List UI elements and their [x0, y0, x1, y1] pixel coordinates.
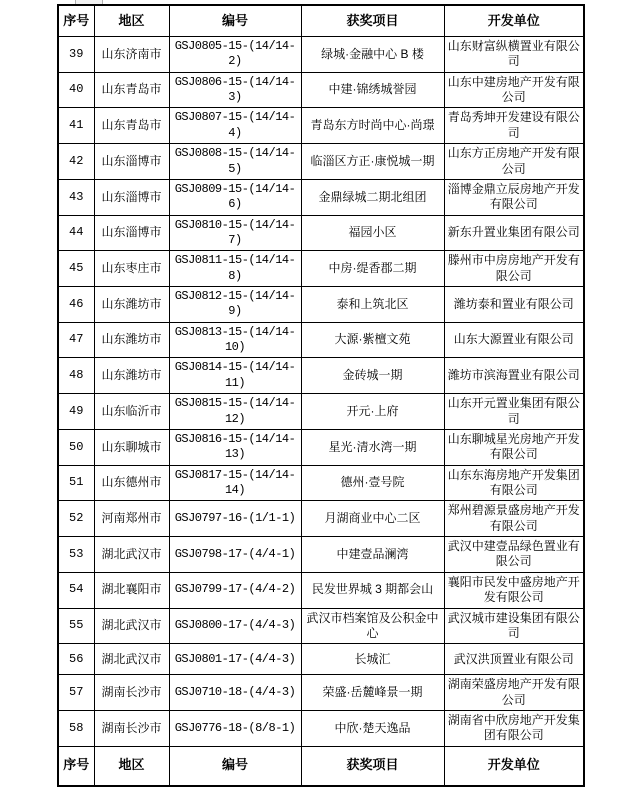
table-row — [58, 644, 584, 675]
cell-serial-number: 58 — [58, 710, 94, 746]
cell-serial-number: 55 — [58, 608, 94, 644]
cell-developer: 武汉洪顶置业有限公司 — [444, 644, 584, 675]
column-header-code: 编号 — [169, 5, 301, 37]
table-row — [58, 144, 584, 180]
cell-serial-number: 50 — [58, 429, 94, 465]
cell-award-project: 德州·壹号院 — [301, 465, 444, 501]
cell-region: 湖北武汉市 — [94, 608, 169, 644]
cell-region: 湖南长沙市 — [94, 710, 169, 746]
column-header-serial-number: 序号 — [58, 5, 94, 37]
cell-developer: 潍坊泰和置业有限公司 — [444, 287, 584, 323]
cell-code: GSJ0808-15-(14/14-5) — [169, 144, 301, 180]
column-header-region: 地区 — [94, 5, 169, 37]
table-row — [58, 465, 584, 501]
cell-serial-number: 54 — [58, 572, 94, 608]
table-row — [58, 72, 584, 108]
cell-developer: 山东东海房地产开发集团有限公司 — [444, 465, 584, 501]
cell-award-project: 荣盛·岳麓峰景一期 — [301, 675, 444, 711]
cell-code: GSJ0810-15-(14/14-7) — [169, 215, 301, 251]
cell-code: GSJ0812-15-(14/14-9) — [169, 287, 301, 323]
cell-award-project: 中建·锦绣城誉园 — [301, 72, 444, 108]
cell-code: GSJ0807-15-(14/14-4) — [169, 108, 301, 144]
footer-column-award-project: 获奖项目 — [301, 746, 444, 786]
cell-serial-number: 46 — [58, 287, 94, 323]
cell-region: 湖北襄阳市 — [94, 572, 169, 608]
table-footer — [58, 746, 584, 786]
cell-developer: 山东财富纵横置业有限公司 — [444, 37, 584, 73]
cell-developer: 山东中建房地产开发有限公司 — [444, 72, 584, 108]
table-row — [58, 287, 584, 323]
cell-code: GSJ0817-15-(14/14-14) — [169, 465, 301, 501]
cell-serial-number: 42 — [58, 144, 94, 180]
header-row — [58, 5, 584, 37]
cell-region: 山东聊城市 — [94, 429, 169, 465]
cell-code: GSJ0813-15-(14/14-10) — [169, 322, 301, 358]
table-row — [58, 179, 584, 215]
cell-region: 湖南长沙市 — [94, 675, 169, 711]
cell-serial-number: 47 — [58, 322, 94, 358]
cell-region: 山东德州市 — [94, 465, 169, 501]
table-row — [58, 394, 584, 430]
cell-award-project: 大源·紫檀文苑 — [301, 322, 444, 358]
cell-developer: 潍坊市滨海置业有限公司 — [444, 358, 584, 394]
footer-column-serial-number: 序号 — [58, 746, 94, 786]
table-header — [58, 5, 584, 37]
cell-developer: 新东升置业集团有限公司 — [444, 215, 584, 251]
footer-column-developer: 开发单位 — [444, 746, 584, 786]
cell-code: GSJ0776-18-(8/8-1) — [169, 710, 301, 746]
cell-developer: 湖南省中欣房地产开发集团有限公司 — [444, 710, 584, 746]
cell-developer: 湖南荣盛房地产开发有限公司 — [444, 675, 584, 711]
table-body — [58, 37, 584, 747]
cell-developer: 青岛秀坤开发建设有限公司 — [444, 108, 584, 144]
cell-serial-number: 48 — [58, 358, 94, 394]
cell-code: GSJ0805-15-(14/14-2) — [169, 37, 301, 73]
table-row — [58, 322, 584, 358]
cell-region: 河南郑州市 — [94, 501, 169, 537]
cell-award-project: 泰和上筑北区 — [301, 287, 444, 323]
cell-serial-number: 53 — [58, 537, 94, 573]
cell-region: 山东临沂市 — [94, 394, 169, 430]
cell-region: 山东淄博市 — [94, 179, 169, 215]
table-row — [58, 429, 584, 465]
cell-code: GSJ0815-15-(14/14-12) — [169, 394, 301, 430]
cell-developer: 武汉城市建设集团有限公司 — [444, 608, 584, 644]
cell-serial-number: 57 — [58, 675, 94, 711]
table-row — [58, 501, 584, 537]
table-row — [58, 572, 584, 608]
cell-serial-number: 41 — [58, 108, 94, 144]
cell-region: 山东淄博市 — [94, 144, 169, 180]
cell-region: 山东枣庄市 — [94, 251, 169, 287]
cell-award-project: 青岛东方时尚中心·尚璟 — [301, 108, 444, 144]
cell-developer: 郑州碧源景盛房地产开发有限公司 — [444, 501, 584, 537]
cell-developer: 襄阳市民发中盛房地产开发有限公司 — [444, 572, 584, 608]
cell-region: 山东潍坊市 — [94, 358, 169, 394]
table-row — [58, 358, 584, 394]
cell-serial-number: 43 — [58, 179, 94, 215]
footer-column-code: 编号 — [169, 746, 301, 786]
table-row — [58, 675, 584, 711]
footer-header-row — [58, 746, 584, 786]
cell-code: GSJ0801-17-(4/4-3) — [169, 644, 301, 675]
cell-award-project: 民发世界城 3 期都会山 — [301, 572, 444, 608]
cell-code: GSJ0816-15-(14/14-13) — [169, 429, 301, 465]
cell-serial-number: 49 — [58, 394, 94, 430]
cell-region: 山东青岛市 — [94, 72, 169, 108]
cell-code: GSJ0799-17-(4/4-2) — [169, 572, 301, 608]
cell-award-project: 开元·上府 — [301, 394, 444, 430]
cell-region: 湖北武汉市 — [94, 537, 169, 573]
cell-code: GSJ0811-15-(14/14-8) — [169, 251, 301, 287]
table-row — [58, 710, 584, 746]
cell-region: 山东潍坊市 — [94, 322, 169, 358]
cell-developer: 山东大源置业有限公司 — [444, 322, 584, 358]
cell-award-project: 中欣·楚天逸品 — [301, 710, 444, 746]
cell-code: GSJ0809-15-(14/14-6) — [169, 179, 301, 215]
table-row — [58, 37, 584, 73]
cell-code: GSJ0710-18-(4/4-3) — [169, 675, 301, 711]
cell-developer: 山东聊城星光房地产开发有限公司 — [444, 429, 584, 465]
cell-region: 山东潍坊市 — [94, 287, 169, 323]
cell-code: GSJ0800-17-(4/4-3) — [169, 608, 301, 644]
cell-code: GSJ0798-17-(4/4-1) — [169, 537, 301, 573]
cell-code: GSJ0797-16-(1/1-1) — [169, 501, 301, 537]
cell-code: GSJ0806-15-(14/14-3) — [169, 72, 301, 108]
table-row — [58, 537, 584, 573]
cell-serial-number: 40 — [58, 72, 94, 108]
cell-serial-number: 45 — [58, 251, 94, 287]
cell-developer: 山东方正房地产开发有限公司 — [444, 144, 584, 180]
cell-serial-number: 51 — [58, 465, 94, 501]
cell-developer: 滕州市中房房地产开发有限公司 — [444, 251, 584, 287]
cell-serial-number: 39 — [58, 37, 94, 73]
cell-award-project: 金砖城一期 — [301, 358, 444, 394]
cell-developer: 武汉中建壹品绿色置业有限公司 — [444, 537, 584, 573]
cell-award-project: 月湖商业中心二区 — [301, 501, 444, 537]
cell-award-project: 绿城·金融中心 B 楼 — [301, 37, 444, 73]
column-header-award-project: 获奖项目 — [301, 5, 444, 37]
cell-serial-number: 52 — [58, 501, 94, 537]
cell-award-project: 武汉市档案馆及公积金中心 — [301, 608, 444, 644]
cell-award-project: 中房·缇香郡二期 — [301, 251, 444, 287]
cell-developer: 淄博金鼎立辰房地产开发有限公司 — [444, 179, 584, 215]
footer-column-region: 地区 — [94, 746, 169, 786]
cell-region: 山东青岛市 — [94, 108, 169, 144]
cell-serial-number: 56 — [58, 644, 94, 675]
award-projects-table — [57, 4, 585, 787]
cell-award-project: 临淄区方正·康悦城一期 — [301, 144, 444, 180]
cell-code: GSJ0814-15-(14/14-11) — [169, 358, 301, 394]
cell-award-project: 星光·清水湾一期 — [301, 429, 444, 465]
cell-region: 山东济南市 — [94, 37, 169, 73]
table-row — [58, 251, 584, 287]
cell-award-project: 福园小区 — [301, 215, 444, 251]
cell-award-project: 中建壹品澜湾 — [301, 537, 444, 573]
table-row — [58, 215, 584, 251]
table-row — [58, 608, 584, 644]
table-row — [58, 108, 584, 144]
cell-award-project: 长城汇 — [301, 644, 444, 675]
cell-region: 湖北武汉市 — [94, 644, 169, 675]
cell-award-project: 金鼎绿城二期北组团 — [301, 179, 444, 215]
cell-developer: 山东开元置业集团有限公司 — [444, 394, 584, 430]
column-header-developer: 开发单位 — [444, 5, 584, 37]
cell-region: 山东淄博市 — [94, 215, 169, 251]
cell-serial-number: 44 — [58, 215, 94, 251]
